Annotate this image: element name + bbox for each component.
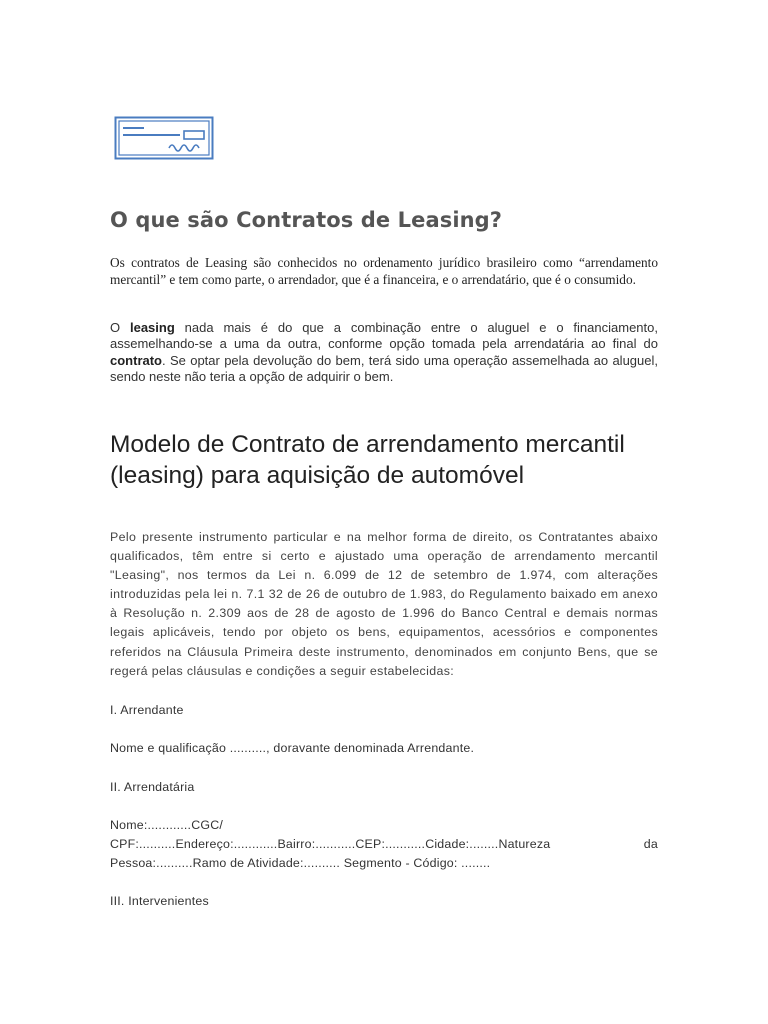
bold-term-leasing: leasing <box>129 320 175 335</box>
text-segment: nada mais é do que a combinação entre o aluguel e o financiamento, assemelhando-se a uma da outra, conforme opção tomada pela arrendatária ao final do <box>110 320 658 352</box>
section-arrendataria-line: Nome:............CGC/ CPF:..........Endereço:............Bairro:...........CEP:...........Cidade:........Natureza da Pessoa:..........Ramo de Atividade:.......... Segmento - Código: ........ <box>110 818 658 871</box>
section-arrendataria-heading: II. Arrendatária <box>110 780 195 794</box>
check-document-icon <box>114 116 214 160</box>
section-intervenientes-heading: III. Intervenientes <box>110 894 209 908</box>
text-segment: . Se optar pela devolução do bem, terá sido uma operação assemelhada ao aluguel, sendo neste não teria a opção de adquirir o bem. <box>110 352 658 384</box>
bold-term-contrato: contrato <box>110 352 162 368</box>
section-arrendante-line: Nome e qualificação .........., doravante denominada Arrendante. <box>110 741 475 755</box>
model-title: Modelo de Contrato de arrendamento mercantil (leasing) para aquisição de automóvel <box>110 431 625 489</box>
section-arrendante-heading: I. Arrendante <box>110 703 184 717</box>
model-intro: Pelo presente instrumento particular e na melhor forma de direito, os Contratantes abaixo qualificados, têm entre si certo e ajustado uma operação de arrendamento mercantil "Leasing", nos termos da Lei n. 6.099 de 12 de setembro de 1.974, com alterações introduzidas pela lei n. 7.1 32 de 26 de outubro de 1.983, do Regulamento baixado em anexo à Resolução n. 2.309 aos de 28 de agosto de 1.996 do Banco Central e demais normas legais aplicáveis, tendo por objeto os bens, equipamentos, acessórios e componentes referidos na Cláusula Primeira deste instrumento, denominados em conjunto Bens, que se regerá pelas cláusulas e condições a seguir estabelecidas: <box>110 530 658 678</box>
article-title: O que são Contratos de Leasing? <box>110 208 503 232</box>
article-paragraph-1: Os contratos de Leasing são conhecidos no ordenamento jurídico brasileiro como “arrendamento mercantil” e tem como parte, o arrendador, que é a financeira, e o arrendatário, que é o consumido. <box>110 255 658 288</box>
text-segment: O <box>110 320 130 335</box>
article-paragraph-2 <box>110 320 658 385</box>
